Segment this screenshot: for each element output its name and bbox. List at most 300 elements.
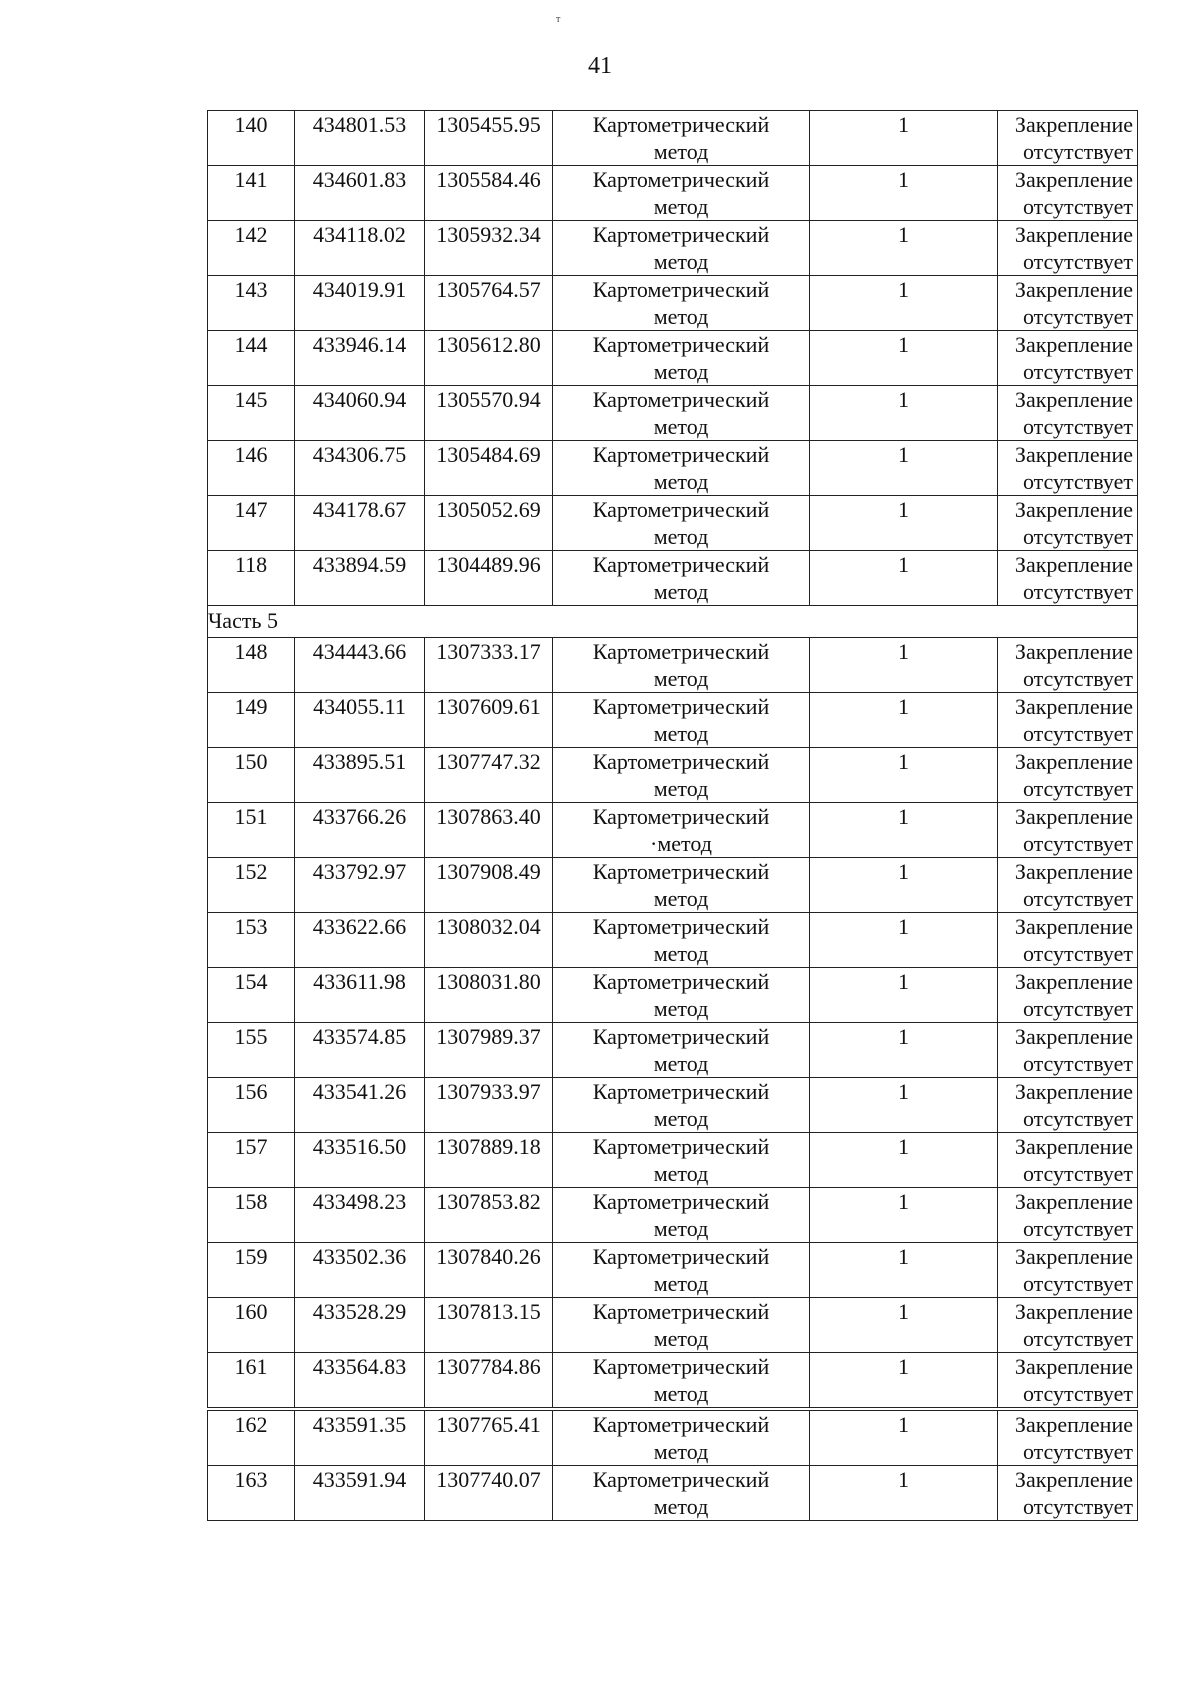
coord-x-line-1: 434118.02 [313, 222, 406, 247]
coord-y [425, 1298, 553, 1353]
method-line-2: метод [653, 1106, 709, 1131]
table-row [208, 386, 1138, 441]
point-number [208, 441, 295, 496]
coord-x [295, 748, 425, 803]
method-line-1: Картометрический [592, 749, 770, 774]
table-row [208, 1353, 1138, 1410]
point-number-line-1: 147 [234, 497, 268, 522]
point-number-line-1: 160 [234, 1299, 268, 1324]
fixing-line-2: отсутствует [1022, 304, 1133, 329]
fixing-line-1: Закрепление [1014, 1079, 1133, 1104]
accuracy-line-1: 1 [898, 749, 909, 774]
table-row [208, 496, 1138, 551]
coord-y-line-1: 1305584.46 [436, 167, 541, 192]
method-line-2: метод [653, 941, 709, 966]
fixing-line-1: Закрепление [1014, 387, 1133, 412]
fixing-line-2: отсутствует [1022, 249, 1133, 274]
table-row [208, 331, 1138, 386]
fixing-line-2: отсутствует [1022, 469, 1133, 494]
fixing [998, 1188, 1138, 1243]
fixing-line-1: Закрепление [1014, 167, 1133, 192]
fixing [998, 1353, 1138, 1410]
coord-y [425, 496, 553, 551]
coord-x [295, 551, 425, 606]
point-number [208, 166, 295, 221]
method-line-2: метод [653, 666, 709, 691]
point-number-line-1: 154 [234, 969, 268, 994]
point-number [208, 1133, 295, 1188]
fixing-line-2: отсутствует [1022, 524, 1133, 549]
accuracy-line-1: 1 [898, 1244, 909, 1269]
point-number-line-1: 146 [234, 442, 268, 467]
method [553, 496, 810, 551]
accuracy [810, 111, 998, 166]
fixing-line-2: отсутствует [1022, 1271, 1133, 1296]
table-row [208, 1298, 1138, 1353]
method [553, 913, 810, 968]
method [553, 1243, 810, 1298]
coord-y-line-1: 1305932.34 [436, 222, 541, 247]
method-line-2: метод [653, 1051, 709, 1076]
fixing-line-2: отсутствует [1022, 886, 1133, 911]
fixing-line-2: отсутствует [1022, 996, 1133, 1021]
accuracy-line-1: 1 [898, 1189, 909, 1214]
coord-y-line-1: 1307740.07 [436, 1467, 541, 1492]
fixing [998, 331, 1138, 386]
fixing-line-2: отсутствует [1022, 776, 1133, 801]
accuracy-line-1: 1 [898, 332, 909, 357]
fixing [998, 496, 1138, 551]
coord-x-line-1: 433895.51 [312, 749, 407, 774]
accuracy [810, 441, 998, 496]
method-line-1: Картометрический [592, 277, 770, 302]
coord-y-line-1: 1305455.95 [436, 112, 541, 137]
coord-x-line-1: 433591.94 [312, 1467, 407, 1492]
fixing-line-1: Закрепление [1014, 1354, 1133, 1379]
method-line-1: Картометрический [592, 804, 770, 829]
fixing-line-1: Закрепление [1014, 442, 1133, 467]
method [553, 638, 810, 693]
accuracy-line-1: 1 [898, 694, 909, 719]
table-row [208, 638, 1138, 693]
method [553, 386, 810, 441]
accuracy [810, 221, 998, 276]
point-number [208, 693, 295, 748]
fixing-line-1: Закрепление [1014, 552, 1133, 577]
fixing-line-1: Закрепление [1014, 1412, 1133, 1437]
fixing [998, 693, 1138, 748]
point-number [208, 276, 295, 331]
fixing [998, 1466, 1138, 1521]
fixing-line-1: Закрепление [1014, 1189, 1133, 1214]
accuracy-line-1: 1 [898, 1024, 909, 1049]
method-line-2: метод [653, 469, 709, 494]
coord-x-line-1: 434443.66 [312, 639, 407, 664]
coord-y-line-1: 1307908.49 [436, 859, 541, 884]
fixing [998, 913, 1138, 968]
method [553, 331, 810, 386]
point-number-line-1: 150 [234, 749, 268, 774]
accuracy [810, 1078, 998, 1133]
table-row [208, 111, 1138, 166]
coord-x [295, 638, 425, 693]
coord-x-line-1: 433611.98 [313, 969, 406, 994]
fixing [998, 748, 1138, 803]
point-number [208, 913, 295, 968]
method-line-1: Картометрический [592, 497, 770, 522]
table-row [208, 968, 1138, 1023]
method [553, 221, 810, 276]
coord-x-line-1: 433622.66 [312, 914, 407, 939]
point-number-line-1: 118 [234, 552, 268, 577]
method [553, 1023, 810, 1078]
point-number [208, 1409, 295, 1466]
method-line-1: Картометрический [592, 639, 770, 664]
coord-x-line-1: 433946.14 [312, 332, 407, 357]
coord-y-line-1: 1307813.15 [436, 1299, 541, 1324]
accuracy [810, 1409, 998, 1466]
coord-y [425, 221, 553, 276]
accuracy [810, 331, 998, 386]
method-line-2: метод [653, 579, 709, 604]
fixing-line-1: Закрепление [1014, 969, 1133, 994]
coord-x-line-1: 434019.91 [312, 277, 407, 302]
accuracy-line-1: 1 [898, 639, 909, 664]
table-row [208, 1078, 1138, 1133]
coord-x-line-1: 433528.29 [312, 1299, 407, 1324]
fixing [998, 551, 1138, 606]
fixing [998, 803, 1138, 858]
table-body-part-a [208, 111, 1138, 606]
method [553, 1466, 810, 1521]
point-number-line-1: 155 [234, 1024, 268, 1049]
fixing [998, 111, 1138, 166]
coord-y [425, 913, 553, 968]
accuracy-line-1: 1 [898, 497, 909, 522]
accuracy [810, 496, 998, 551]
coord-y-line-1: 1307747.32 [436, 749, 541, 774]
coord-y [425, 551, 553, 606]
method-line-2: метод [653, 1439, 709, 1464]
method-line-2: метод [653, 1161, 709, 1186]
fixing-line-2: отсутствует [1022, 941, 1133, 966]
method-line-1: Картометрический [592, 1467, 770, 1492]
accuracy-line-1: 1 [898, 1134, 909, 1159]
table-row [208, 276, 1138, 331]
point-number-line-1: 157 [234, 1134, 268, 1159]
coord-x [295, 803, 425, 858]
table-row [208, 803, 1138, 858]
method-line-2: метод [653, 524, 709, 549]
point-number-line-1: 159 [234, 1244, 268, 1269]
method-line-1: Картометрический [592, 914, 770, 939]
method-line-2: ·метод [650, 831, 712, 856]
accuracy-line-1: 1 [898, 1079, 909, 1104]
fixing-line-1: Закрепление [1014, 914, 1133, 939]
method-line-1: Картометрический [592, 167, 770, 192]
table-row [208, 748, 1138, 803]
coord-y-line-1: 1307784.86 [436, 1354, 541, 1379]
point-number [208, 221, 295, 276]
table-row [208, 441, 1138, 496]
coord-x-line-1: 434306.75 [312, 442, 407, 467]
accuracy-line-1: 1 [898, 859, 909, 884]
fixing-line-1: Закрепление [1014, 222, 1133, 247]
coord-x-line-1: 433792.97 [312, 859, 407, 884]
method [553, 803, 810, 858]
method [553, 166, 810, 221]
coord-y [425, 331, 553, 386]
accuracy-line-1: 1 [898, 1354, 909, 1379]
coord-y [425, 1023, 553, 1078]
coord-x-line-1: 433591.35 [312, 1412, 407, 1437]
coord-y [425, 1188, 553, 1243]
fixing [998, 1298, 1138, 1353]
accuracy [810, 693, 998, 748]
coord-x-line-1: 433564.83 [312, 1354, 407, 1379]
coord-x-line-1: 433516.50 [312, 1134, 407, 1159]
point-number [208, 1298, 295, 1353]
accuracy [810, 1353, 998, 1410]
fixing [998, 276, 1138, 331]
method-line-2: метод [653, 304, 709, 329]
coord-x [295, 111, 425, 166]
accuracy-line-1: 1 [898, 277, 909, 302]
accuracy [810, 638, 998, 693]
accuracy [810, 1133, 998, 1188]
section-label: Часть 5 [208, 606, 1138, 638]
coord-y-line-1: 1304489.96 [436, 552, 541, 577]
coord-x [295, 1188, 425, 1243]
method-line-1: Картометрический [592, 1024, 770, 1049]
fixing-line-2: отсутствует [1022, 1106, 1133, 1131]
fixing-line-2: отсутствует [1022, 1494, 1133, 1519]
coord-x [295, 858, 425, 913]
fixing-line-1: Закрепление [1014, 277, 1133, 302]
coord-y-line-1: 1307989.37 [436, 1024, 541, 1049]
accuracy-line-1: 1 [898, 969, 909, 994]
method [553, 858, 810, 913]
method [553, 1298, 810, 1353]
point-number-line-1: 140 [234, 112, 268, 137]
point-number-line-1: 144 [234, 332, 268, 357]
point-number [208, 858, 295, 913]
accuracy [810, 1243, 998, 1298]
method-line-2: метод [653, 1494, 709, 1519]
coordinates-table [207, 110, 1138, 1521]
accuracy [810, 1023, 998, 1078]
accuracy [810, 803, 998, 858]
point-number-line-1: 149 [234, 694, 268, 719]
point-number-line-1: 151 [234, 804, 268, 829]
coord-y [425, 748, 553, 803]
coord-x [295, 1409, 425, 1466]
table-row [208, 1409, 1138, 1466]
method-line-1: Картометрический [592, 1244, 770, 1269]
fixing-line-2: отсутствует [1022, 721, 1133, 746]
method-line-1: Картометрический [592, 1299, 770, 1324]
point-number [208, 331, 295, 386]
method [553, 1078, 810, 1133]
method-line-2: метод [653, 414, 709, 439]
accuracy-line-1: 1 [898, 1467, 909, 1492]
coord-x [295, 1353, 425, 1410]
fixing-line-1: Закрепление [1014, 1467, 1133, 1492]
fixing-line-2: отсутствует [1022, 1381, 1133, 1406]
method-line-1: Картометрический [592, 222, 770, 247]
table-row [208, 1023, 1138, 1078]
fixing-line-1: Закрепление [1014, 804, 1133, 829]
table-row [208, 166, 1138, 221]
table-body-part-b [208, 638, 1138, 1521]
coord-y [425, 638, 553, 693]
fixing-line-2: отсутствует [1022, 414, 1133, 439]
coord-x [295, 968, 425, 1023]
table-row [208, 858, 1138, 913]
accuracy [810, 276, 998, 331]
fixing [998, 1243, 1138, 1298]
fixing-line-1: Закрепление [1014, 112, 1133, 137]
table-row [208, 1466, 1138, 1521]
method-line-2: метод [653, 194, 709, 219]
table-row [208, 693, 1138, 748]
method-line-1: Картометрический [592, 332, 770, 357]
method-line-2: метод [653, 139, 709, 164]
coord-x [295, 331, 425, 386]
coord-x-line-1: 433574.85 [312, 1024, 407, 1049]
point-number [208, 1353, 295, 1410]
coord-x [295, 221, 425, 276]
coord-y-line-1: 1305570.94 [436, 387, 541, 412]
coord-y-line-1: 1308031.80 [436, 969, 541, 994]
method [553, 276, 810, 331]
method [553, 968, 810, 1023]
fixing-line-1: Закрепление [1014, 639, 1133, 664]
coord-y-line-1: 1307863.40 [436, 804, 541, 829]
method-line-1: Картометрический [592, 1079, 770, 1104]
coord-x [295, 441, 425, 496]
method [553, 1188, 810, 1243]
fixing-line-2: отсутствует [1022, 194, 1133, 219]
table-row [208, 1133, 1138, 1188]
method [553, 1409, 810, 1466]
coord-y-line-1: 1307609.61 [436, 694, 541, 719]
method [553, 693, 810, 748]
coord-y [425, 1409, 553, 1466]
coord-y [425, 1466, 553, 1521]
table-row [208, 1243, 1138, 1298]
method-line-1: Картометрический [592, 694, 770, 719]
table-row [208, 551, 1138, 606]
point-number [208, 1466, 295, 1521]
coord-x-line-1: 433766.26 [312, 804, 407, 829]
coord-x-line-1: 433894.59 [312, 552, 407, 577]
point-number-line-1: 161 [234, 1354, 268, 1379]
fixing-line-2: отсутствует [1022, 1439, 1133, 1464]
coord-x [295, 1298, 425, 1353]
method-line-2: метод [653, 359, 709, 384]
coord-y [425, 386, 553, 441]
coord-y-line-1: 1307333.17 [436, 639, 541, 664]
accuracy-line-1: 1 [898, 1299, 909, 1324]
accuracy-line-1: 1 [898, 914, 909, 939]
accuracy [810, 166, 998, 221]
coord-y-line-1: 1305484.69 [436, 442, 541, 467]
section-row [208, 606, 1138, 638]
coord-x [295, 913, 425, 968]
method-line-1: Картометрический [592, 442, 770, 467]
accuracy [810, 748, 998, 803]
method-line-1: Картометрический [592, 1354, 770, 1379]
section-header [208, 606, 1138, 638]
point-number-line-1: 162 [234, 1412, 268, 1437]
accuracy-line-1: 1 [898, 552, 909, 577]
fixing-line-1: Закрепление [1014, 1244, 1133, 1269]
method-line-2: метод [653, 886, 709, 911]
coord-x-line-1: 434055.11 [313, 694, 406, 719]
accuracy-line-1: 1 [898, 222, 909, 247]
point-number [208, 496, 295, 551]
accuracy-line-1: 1 [898, 1412, 909, 1437]
coord-x [295, 1243, 425, 1298]
coord-y [425, 968, 553, 1023]
accuracy [810, 858, 998, 913]
point-number [208, 748, 295, 803]
method [553, 441, 810, 496]
method-line-2: метод [653, 776, 709, 801]
fixing [998, 1078, 1138, 1133]
method-line-1: Картометрический [592, 112, 770, 137]
coord-y-line-1: 1305052.69 [436, 497, 541, 522]
method-line-2: метод [653, 249, 709, 274]
fixing [998, 968, 1138, 1023]
fixing-line-1: Закрепление [1014, 1299, 1133, 1324]
fixing-line-2: отсутствует [1022, 1326, 1133, 1351]
coord-y [425, 1078, 553, 1133]
accuracy [810, 386, 998, 441]
fixing-line-2: отсутствует [1022, 1216, 1133, 1241]
fixing [998, 1409, 1138, 1466]
scan-mark: т [556, 14, 561, 25]
method-line-2: метод [653, 996, 709, 1021]
accuracy [810, 1466, 998, 1521]
accuracy [810, 913, 998, 968]
accuracy-line-1: 1 [898, 804, 909, 829]
point-number [208, 968, 295, 1023]
fixing [998, 638, 1138, 693]
fixing [998, 858, 1138, 913]
coord-y [425, 276, 553, 331]
method [553, 111, 810, 166]
accuracy-line-1: 1 [898, 112, 909, 137]
accuracy [810, 1188, 998, 1243]
coord-y-line-1: 1305612.80 [436, 332, 541, 357]
fixing-line-2: отсутствует [1022, 579, 1133, 604]
method-line-1: Картометрический [592, 1189, 770, 1214]
method-line-2: метод [653, 1326, 709, 1351]
accuracy-line-1: 1 [898, 442, 909, 467]
fixing [998, 1023, 1138, 1078]
fixing-line-2: отсутствует [1022, 359, 1133, 384]
coord-y [425, 111, 553, 166]
coord-y-line-1: 1307889.18 [436, 1134, 541, 1159]
fixing [998, 386, 1138, 441]
point-number [208, 551, 295, 606]
fixing-line-2: отсутствует [1022, 831, 1133, 856]
method-line-2: метод [653, 1216, 709, 1241]
coord-y-line-1: 1307853.82 [436, 1189, 541, 1214]
coord-x [295, 1023, 425, 1078]
